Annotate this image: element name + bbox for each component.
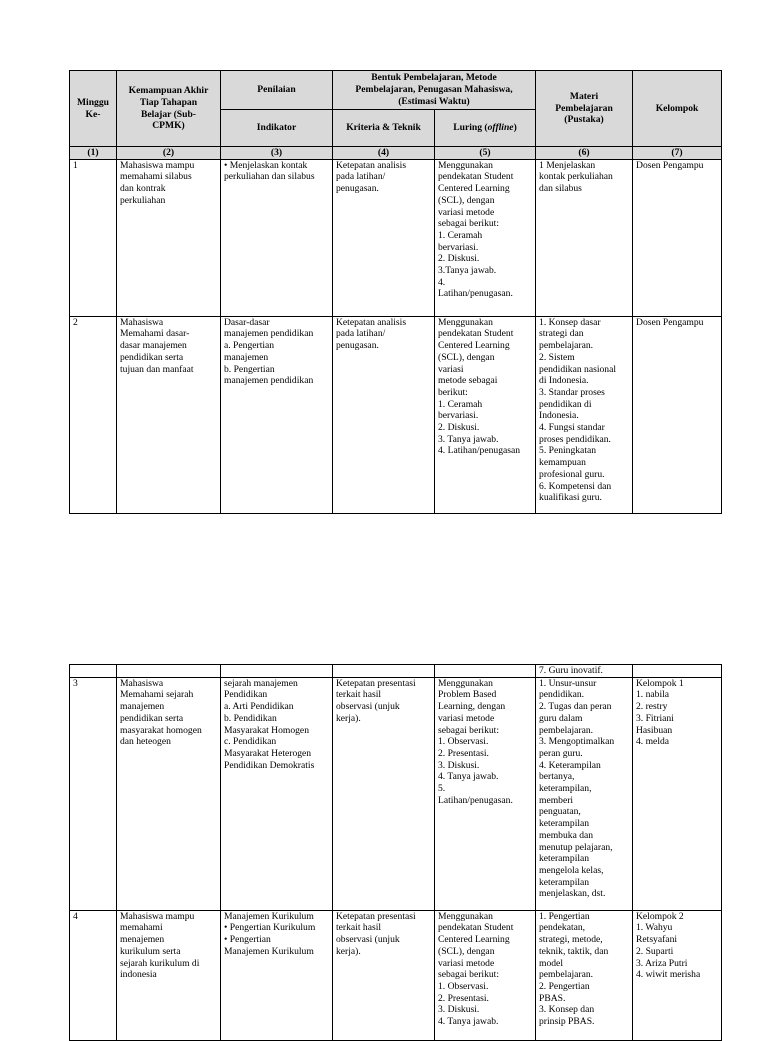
cell-kriteria: Ketepatan analisis pada latihan/ penugasan. — [333, 316, 435, 513]
table-row — [70, 316, 722, 513]
cell-indikator: Manajemen Kurikulum • Pengertian Kurikulum • Pengertian Manajemen Kurikulum — [221, 910, 333, 1040]
cell-kemampuan — [117, 665, 221, 678]
column-number: (5) — [435, 147, 536, 160]
rps-table-page-1 — [69, 70, 722, 514]
header-kriteria-teknik: Kriteria & Teknik — [333, 110, 435, 147]
cell-kemampuan: Mahasiswa mampu memahami silabus dan kontrak perkuliahan — [117, 159, 221, 316]
cell-bentuk — [435, 665, 536, 678]
cell-minggu: 3 — [70, 677, 117, 910]
header-bentuk-pembelajaran: Bentuk Pembelajaran, Metode Pembelajaran, Penugasan Mahasiswa, (Estimasi Waktu) — [333, 71, 536, 110]
header-minggu: Minggu Ke- — [70, 71, 117, 147]
cell-kelompok: Dosen Pengampu — [633, 159, 722, 316]
cell-materi: 1. Pengertian pendekatan, strategi, metode, teknik, taktik, dan model pembelajaran. 2. Pengertian PBAS. 3. Konsep dan prinsip PBAS. — [536, 910, 633, 1040]
header-materi: Materi Pembelajaran (Pustaka) — [536, 71, 633, 147]
cell-kelompok: Kelompok 2 1. Wahyu Retsyafani 2. Suparti 3. Ariza Putri 4. wiwit merisha — [633, 910, 722, 1040]
cell-indikator: sejarah manajemen Pendidikan a. Arti Pendidikan b. Pendidikan Masyarakat Homogen c. Pendidikan Masyarakat Heterogen Pendidikan Demokratis — [221, 677, 333, 910]
table-row — [70, 159, 722, 316]
cell-indikator: Dasar-dasar manajemen pendidikan a. Pengertian manajemen b. Pengertian manajemen pendidikan — [221, 316, 333, 513]
cell-minggu — [70, 665, 117, 678]
rps-table-page-2 — [69, 664, 722, 1041]
column-number: (7) — [633, 147, 722, 160]
cell-indikator — [221, 665, 333, 678]
cell-bentuk: Menggunakan pendekatan Student Centered Learning (SCL), dengan variasi metode sebagai berikut: 1. Ceramah bervariasi. 2. Diskusi. 3. Tanya jawab. 4. Latihan/penugasan — [435, 316, 536, 513]
header-penilaian: Penilaian — [221, 71, 333, 110]
column-number: (6) — [536, 147, 633, 160]
cell-kemampuan: Mahasiswa Memahami dasar- dasar manajemen pendidikan serta tujuan dan manfaat — [117, 316, 221, 513]
header-kelompok: Kelompok — [633, 71, 722, 147]
column-number: (2) — [117, 147, 221, 160]
cell-minggu: 1 — [70, 159, 117, 316]
cell-kelompok: Dosen Pengampu — [633, 316, 722, 513]
cell-kemampuan: Mahasiswa Memahami sejarah manajemen pendidikan serta masyarakat homogen dan heteogen — [117, 677, 221, 910]
column-number: (3) — [221, 147, 333, 160]
cell-kriteria: Ketepatan analisis pada latihan/ penugasan. — [333, 159, 435, 316]
cell-kriteria: Ketepatan presentasi terkait hasil observasi (unjuk kerja). — [333, 677, 435, 910]
cell-kelompok — [633, 665, 722, 678]
cell-materi: 7. Guru inovatif. — [536, 665, 633, 678]
cell-indikator: • Menjelaskan kontak perkuliahan dan silabus — [221, 159, 333, 316]
cell-kriteria — [333, 665, 435, 678]
cell-kelompok: Kelompok 1 1. nabila 2. restry 3. Fitriani Hasibuan 4. melda — [633, 677, 722, 910]
page-break — [0, 540, 768, 640]
cell-materi: 1. Unsur-unsur pendidikan. 2. Tugas dan peran guru dalam pembelajaran. 3. Mengoptimalkan peran guru. 4. Keterampilan bertanya, keterampilan, memberi penguatan, keterampilan membuka dan menutup pelajaran, keterampilan mengelola kelas, keterampilan menjelaskan, dst. — [536, 677, 633, 910]
column-number: (4) — [333, 147, 435, 160]
cell-bentuk: Menggunakan pendekatan Student Centered Learning (SCL), dengan variasi metode sebagai berikut: 1. Ceramah bervariasi. 2. Diskusi. 3.Tanya jawab. 4. Latihan/penugasan. — [435, 159, 536, 316]
column-number: (1) — [70, 147, 117, 160]
cell-minggu: 4 — [70, 910, 117, 1040]
header-kemampuan-akhir: Kemampuan Akhir Tiap Tahapan Belajar (Sub- CPMK) — [117, 71, 221, 147]
cell-kriteria: Ketepatan presentasi terkait hasil observasi (unjuk kerja). — [333, 910, 435, 1040]
table-row — [70, 910, 722, 1040]
cell-materi: 1 Menjelaskan kontak perkuliahan dan silabus — [536, 159, 633, 316]
cell-minggu: 2 — [70, 316, 117, 513]
cell-materi: 1. Konsep dasar strategi dan pembelajaran. 2. Sistem pendidikan nasional di Indonesia. 3. Standar proses pendidikan di Indonesia. 4. Fungsi standar proses pendidikan. 5. Peningkatan kemampuan profesional guru. 6. Kompetensi dan kualifikasi guru. — [536, 316, 633, 513]
continuation-row — [70, 665, 722, 678]
table-row — [70, 677, 722, 910]
cell-bentuk: Menggunakan pendekatan Student Centered Learning (SCL), dengan variasi metode sebagai berikut: 1. Observasi. 2. Presentasi. 3. Diskusi. 4. Tanya jawab. — [435, 910, 536, 1040]
header-luring: Luring (offline) — [435, 110, 536, 147]
cell-bentuk: Menggunakan Problem Based Learning, dengan variasi metode sebagai berikut: 1. Observasi. 2. Presentasi. 3. Diskusi. 4. Tanya jawab. 5. Latihan/penugasan. — [435, 677, 536, 910]
cell-kemampuan: Mahasiswa mampu memahami menajemen kurikulum serta sejarah kurikulum di indonesia — [117, 910, 221, 1040]
header-indikator: Indikator — [221, 110, 333, 147]
